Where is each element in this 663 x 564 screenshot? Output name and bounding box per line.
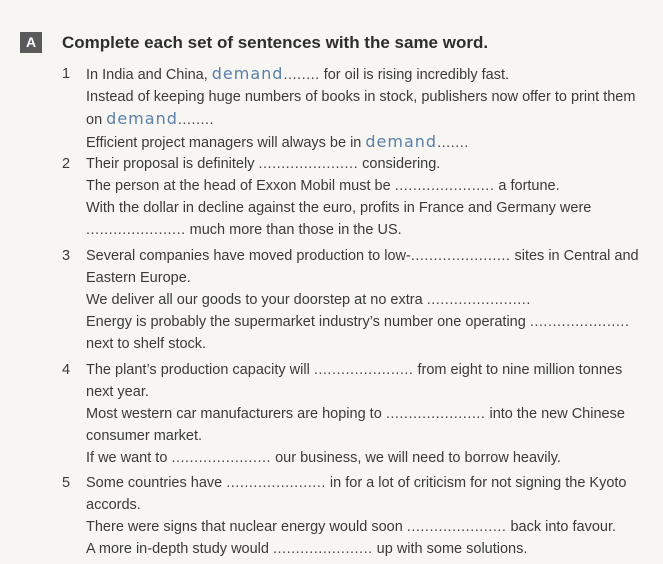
sentence-line <box>86 333 652 355</box>
item-sentences <box>86 63 652 154</box>
sentence-text: A more in-depth study would <box>86 541 273 557</box>
exercise-item-3 <box>62 245 652 355</box>
answer-blank: ...................... <box>406 519 507 535</box>
sentence-text: Most western car manufacturers are hoping to <box>86 406 386 422</box>
answer-blank: ...................... <box>273 541 373 557</box>
sentence-line <box>86 245 652 267</box>
sentence-text: With the dollar in decline against the euro, profits in France and Germany were <box>86 200 592 216</box>
sentence-text: into the new Chinese <box>485 406 625 422</box>
sentence-text: accords. <box>86 497 141 513</box>
sentence-text: our business, we will need to borrow heavily. <box>271 450 561 466</box>
sentence-text: Their proposal is definitely <box>86 156 259 172</box>
sentence-text: back into favour. <box>506 519 617 535</box>
answer-blank: ........ <box>177 112 215 128</box>
exercise-item-1 <box>62 63 652 154</box>
sentence-line <box>86 403 652 425</box>
sentence-text: The person at the head of Exxon Mobil must be <box>86 178 395 194</box>
handwritten-answer: demand <box>365 132 438 151</box>
sentence-line <box>86 381 652 403</box>
sentence-line <box>86 289 652 311</box>
sentence-text: We deliver all our goods to your doorstep at no extra <box>86 292 427 308</box>
sentence-text: a fortune. <box>494 178 560 194</box>
item-number: 4 <box>62 362 71 378</box>
item-sentences <box>86 153 652 241</box>
handwritten-answer: demand <box>106 109 178 128</box>
sentence-text: considering. <box>358 156 441 172</box>
item-number: 3 <box>62 248 71 264</box>
sentence-text: . <box>526 292 531 308</box>
answer-blank: ...................... <box>226 475 326 491</box>
answer-blank: ........ <box>283 67 320 83</box>
sentence-text: in for a lot of criticism for not signing the Kyoto <box>325 475 627 491</box>
sentence-line <box>86 516 652 538</box>
sentence-line <box>86 197 652 219</box>
sentence-line <box>86 447 652 469</box>
sentence-text: sites in Central and <box>510 248 639 264</box>
sentence-text: In India and China, <box>86 67 212 83</box>
sentence-text: next year. <box>86 384 149 400</box>
sentence-text: consumer market. <box>86 428 203 444</box>
sentence-line <box>86 108 652 131</box>
sentence-line <box>86 538 652 560</box>
answer-blank: ...................... <box>86 222 186 238</box>
sentence-text: There were signs that nuclear energy would soon <box>86 519 407 535</box>
sentence-line <box>86 359 652 381</box>
answer-blank: ...................... <box>385 406 486 422</box>
answer-blank: ....... <box>437 135 469 151</box>
item-sentences <box>86 472 652 560</box>
sentence-line <box>86 153 652 175</box>
sentence-line <box>86 131 652 154</box>
sentence-text: next to shelf stock. <box>86 336 207 352</box>
sentence-line <box>86 219 652 241</box>
item-number: 1 <box>62 66 71 82</box>
sentence-line <box>86 425 652 447</box>
exercise-heading: Complete each set of sentences with the same word. <box>62 33 489 52</box>
sentence-line <box>86 267 652 289</box>
sentence-text: The plant’s production capacity will <box>86 362 314 378</box>
sentence-text: Instead of keeping huge numbers of books in stock, publishers now offer to print them <box>86 89 636 105</box>
handwritten-answer: demand <box>211 64 284 83</box>
sentence-text: Eastern Europe. <box>86 270 191 286</box>
sentence-line <box>86 472 652 494</box>
sentence-text: Some countries have <box>86 475 227 491</box>
sentence-line <box>86 86 652 108</box>
answer-blank: ...................... <box>258 156 359 172</box>
sentence-line <box>86 63 652 86</box>
sentence-text: from eight to nine million tonnes <box>413 362 623 378</box>
sentence-text: Several companies have moved production to low- <box>86 248 411 264</box>
sentence-text: Energy is probably the supermarket industry’s number one operating <box>86 314 530 330</box>
item-sentences <box>86 359 652 469</box>
sentence-text: up with some solutions. <box>372 541 528 557</box>
sentence-line <box>86 175 652 197</box>
answer-blank: ...................... <box>529 314 630 330</box>
item-sentences <box>86 245 652 355</box>
item-number: 2 <box>62 156 71 172</box>
exercise-item-2 <box>62 153 652 241</box>
section-badge: A <box>20 32 42 53</box>
answer-blank: ...................... <box>171 450 272 466</box>
sentence-text: Efficient project managers will always be in <box>86 135 366 151</box>
sentence-text: on <box>86 112 107 128</box>
answer-blank: ...................... <box>426 292 527 308</box>
sentence-text: If we want to <box>86 450 172 466</box>
answer-blank: ...................... <box>313 362 414 378</box>
exercise-item-5 <box>62 472 652 560</box>
item-number: 5 <box>62 475 71 491</box>
answer-blank: ...................... <box>410 248 511 264</box>
sentence-line <box>86 494 652 516</box>
exercise-item-4 <box>62 359 652 469</box>
sentence-text: much more than those in the US. <box>185 222 402 238</box>
sentence-text: for oil is rising incredibly fast. <box>319 67 510 83</box>
sentence-line <box>86 311 652 333</box>
answer-blank: ...................... <box>394 178 495 194</box>
